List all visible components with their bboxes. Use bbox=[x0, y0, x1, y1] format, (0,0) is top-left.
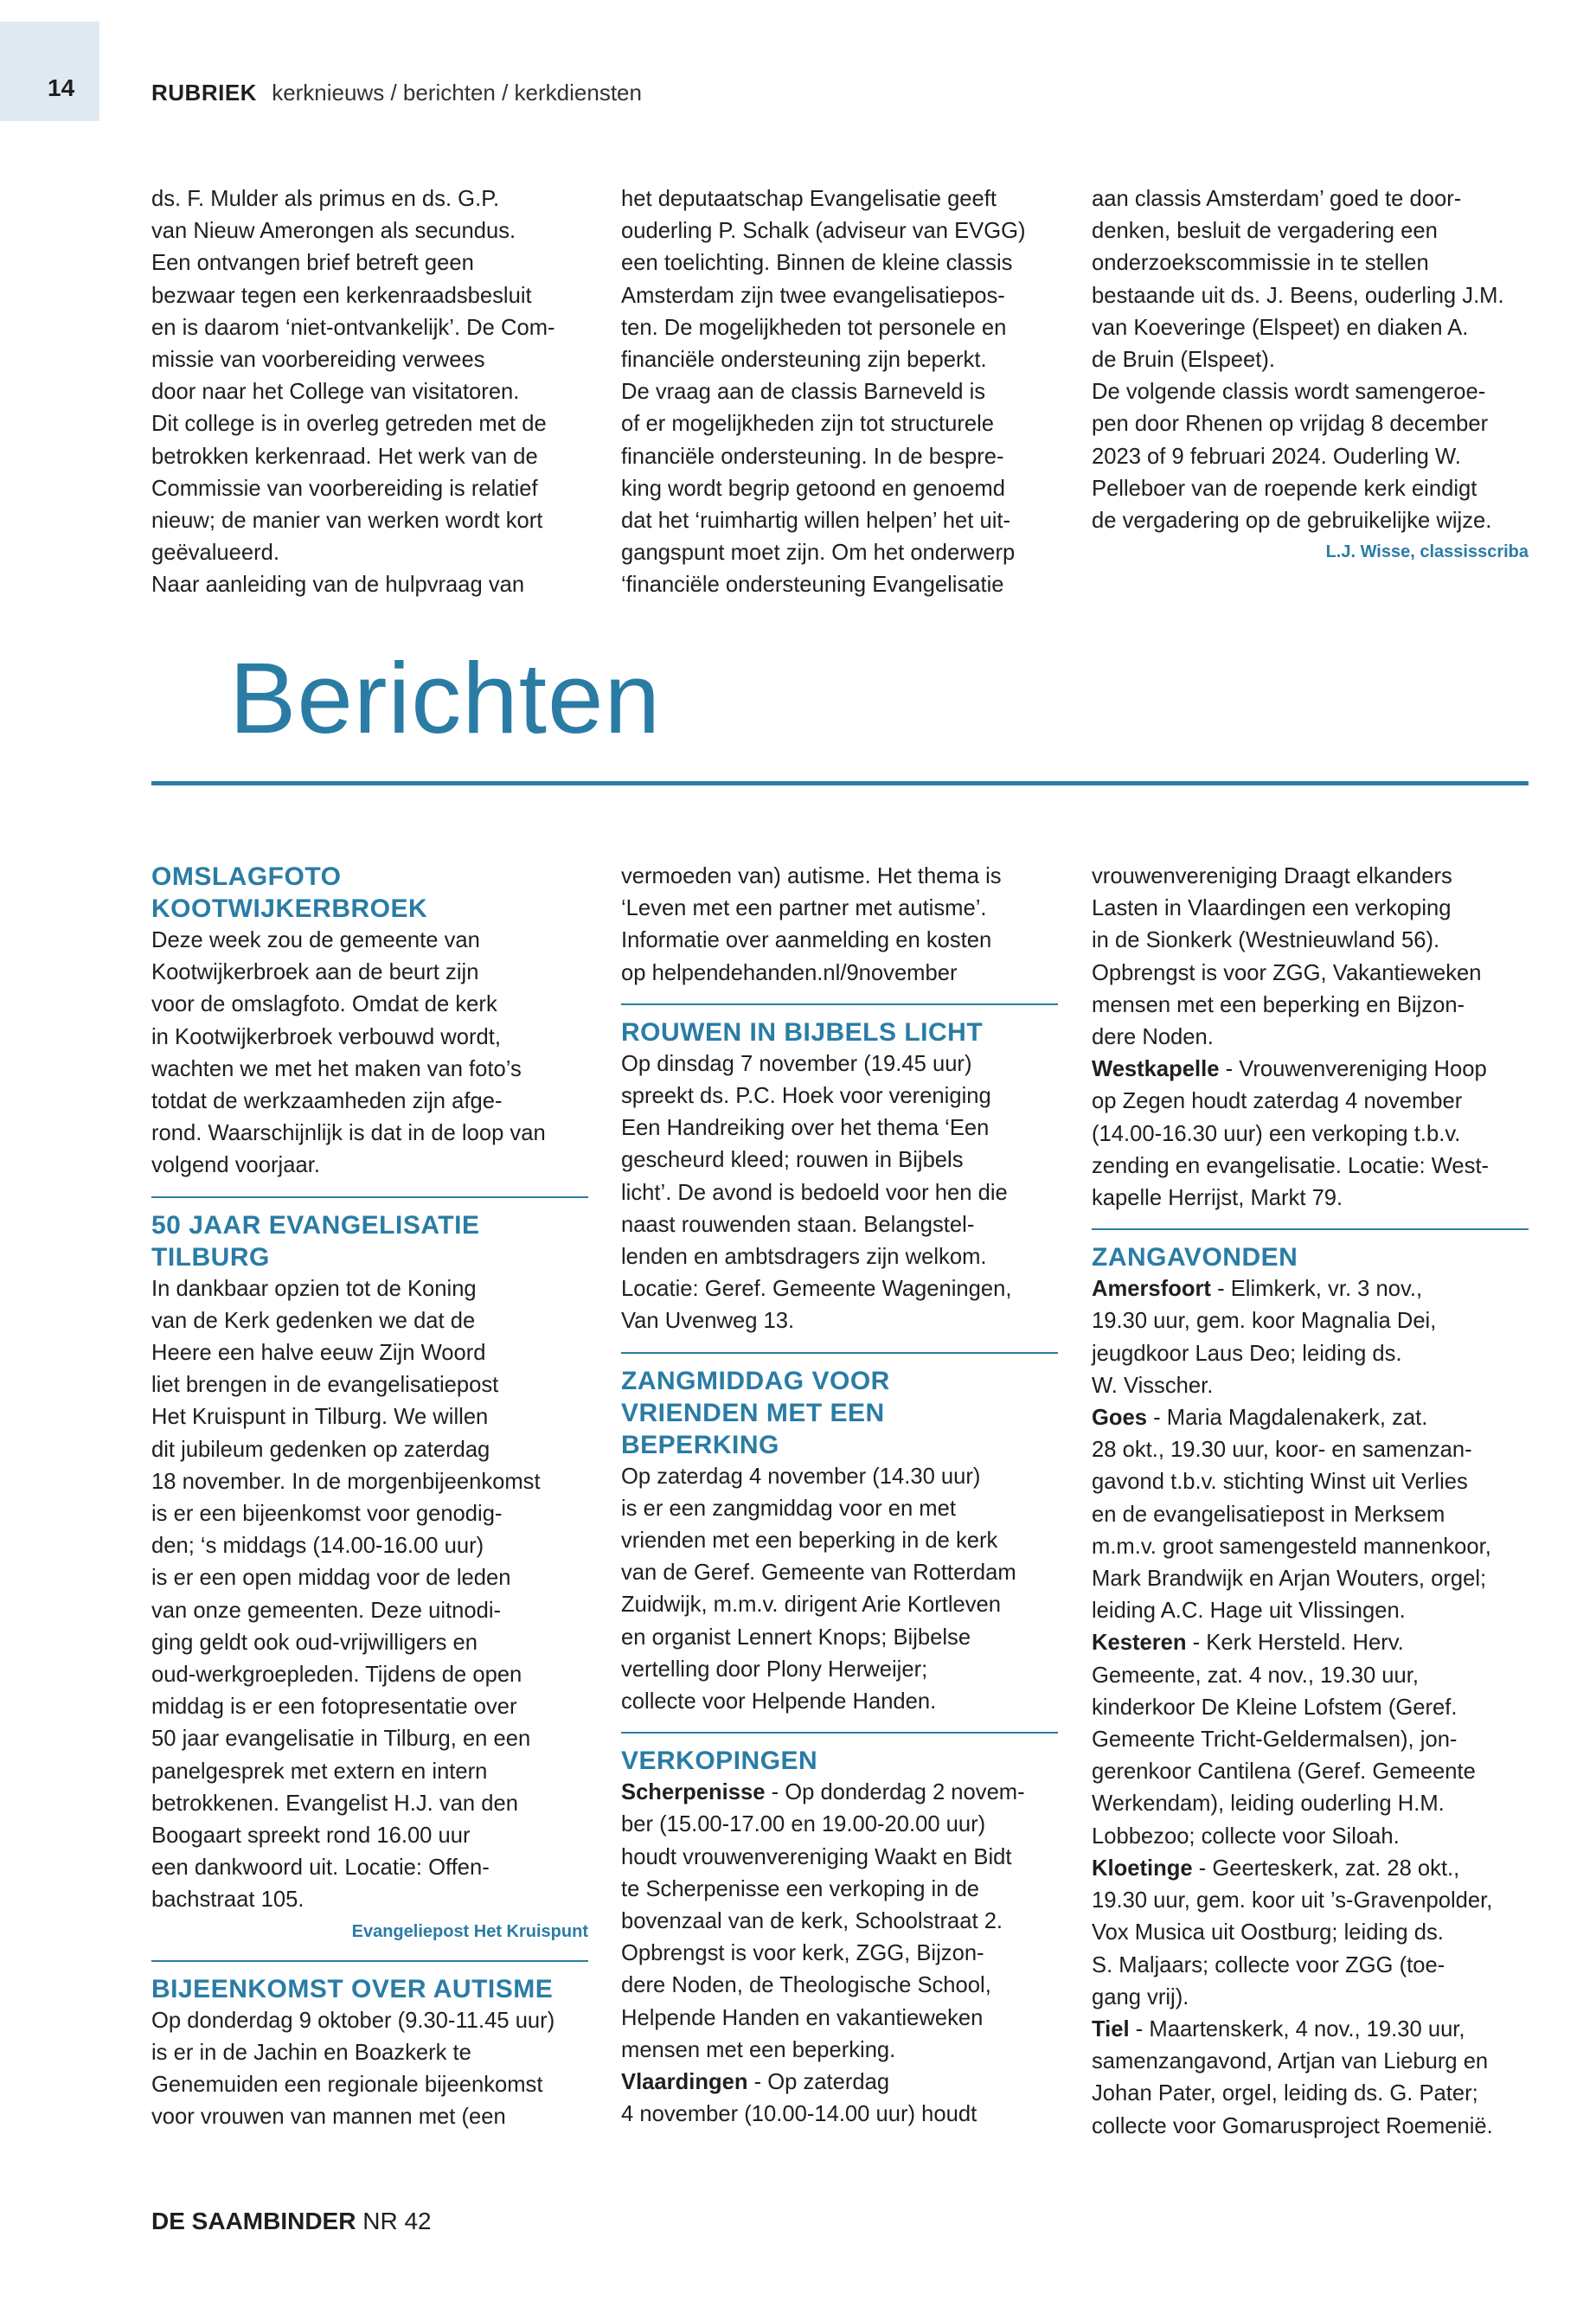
section-title-rule bbox=[151, 781, 1529, 785]
heading-autisme: BIJEENKOMST OVER AUTISME bbox=[151, 1974, 554, 2003]
heading-rouwen: ROUWEN IN BIJBELS LICHT bbox=[621, 1017, 984, 1047]
tilburg-signature: Evangeliepost Het Kruispunt bbox=[351, 1921, 588, 1941]
separator bbox=[1092, 1228, 1529, 1230]
separator bbox=[151, 1196, 588, 1198]
article-autisme: Op donderdag 9 oktober (9.30-11.45 uur) is er in de Jachin en Boazkerk te Genemuiden een regionale bijeenkomst voor vrouwen van mannen met (een bbox=[151, 2008, 555, 2130]
berichten-column-1 bbox=[151, 861, 588, 2134]
top-col1-text: ds. F. Mulder als primus en ds. G.P. van Nieuw Amerongen als secundus. Een ontvangen brief betreft geen bezwaar tegen een kerkenraadsbesluit en is daarom ‘niet-ontvankelijk’. De Com- missie van voorbereiding verwees door naar het College van visitatoren. Dit college is in overleg getreden met de betrokken kerkenraad. Het werk van de Commissie van voorbereiding is relatief nieuw; de manier van werken wordt kort geëvalueerd. Naar aanleiding van de hulpvraag van bbox=[151, 187, 555, 598]
header-path: kerknieuws / berichten / kerkdiensten bbox=[272, 80, 642, 106]
article-zangmiddag: Op zaterdag 4 november (14.30 uur) is er een zangmiddag voor en met vrienden met een beperking in de kerk van de Geref. Gemeente van Rotterdam Zuidwijk, m.m.v. dirigent Arie Kortleven en organist Lennert Knops; Bijbelse vertelling door Plony Herweijer; collecte voor Helpende Handen. bbox=[621, 1464, 1016, 1715]
top-col2-text: het deputaatschap Evangelisatie geeft ouderling P. Schalk (adviseur van EVGG) een toelichting. Binnen de kleine classis Amsterdam zijn twee evangelisatiepos- ten. De mogelijkheden tot personele en financiële ondersteuning zijn beperkt. De vraag aan de classis Barneveld is of er mogelijkheden zijn tot structurele financiële ondersteuning. In de bespre- king wordt begrip getoond en genoemd dat het ‘ruimhartig willen helpen’ het uit- gangspunt moet zijn. Om het onderwerp ‘financiële ondersteuning Evangelisatie bbox=[621, 187, 1026, 598]
article-omslagfoto: Deze week zou de gemeente van Kootwijkerbroek aan de beurt zijn voor de omslagfoto. Omdat de kerk in Kootwijkerbroek verbouwd wordt, wachten we met het maken van foto’s totdat de werkzaamheden zijn afge- rond. Waarschijnlijk is dat in de loop van volgend voorjaar. bbox=[151, 928, 546, 1178]
article-rouwen: Op dinsdag 7 november (19.45 uur) spreekt ds. P.C. Hoek voor vereniging Een Handreiking over het thema ‘Een gescheurd kleed; rouwen in Bijbels licht’. De avond is bedoeld voor hen die naast rouwenden staan. Belangstel- lenden en ambtsdragers zijn welkom. Locatie: Geref. Gemeente Wageningen, Van Uvenweg 13. bbox=[621, 1051, 1012, 1334]
article-verkopingen-continued: vrouwenvereniging Draagt elkanders Lasten in Vlaardingen een verkoping in de Sionkerk (Westnieuwland 56). Opbrengst is voor ZGG, Vakantieweken mensen met een beperking en Bijzon- dere Noden. Westkapelle - Vrouwenvereniging Hoop op Zegen houdt zaterdag 4 november (14.00-16.30 uur) een verkoping t.b.v. zending en evangelisatie. Locatie: West- kapelle Herrijst, Markt 79. bbox=[1092, 864, 1490, 1211]
berichten-column-2 bbox=[621, 861, 1058, 2131]
running-header bbox=[151, 80, 642, 106]
footer-magazine: DE SAAMBINDER bbox=[151, 2208, 356, 2234]
heading-tilburg: 50 JAAR EVANGELISATIE TILBURG bbox=[151, 1210, 480, 1272]
top-column-1 bbox=[151, 183, 588, 602]
footer-issue: NR 42 bbox=[362, 2208, 432, 2234]
heading-zangavonden: ZANGAVONDEN bbox=[1092, 1243, 1298, 1272]
top-column-2 bbox=[621, 183, 1058, 602]
heading-verkopingen: VERKOPINGEN bbox=[621, 1747, 818, 1776]
heading-omslagfoto: OMSLAGFOTO KOOTWIJKERBROEK bbox=[151, 862, 428, 923]
article-tilburg: In dankbaar opzien tot de Koning van de Kerk gedenken we dat de Heere een halve eeuw Zijn Woord liet brengen in de evangelisatiepost Het Kruispunt in Tilburg. We willen dit jubileum gedenken op zaterdag 18 november. In de morgenbijeenkomst is er een bijeenkomst voor genodig- den; ‘s middags (14.00-16.00 uur) is er een open middag voor de leden van onze gemeenten. Deze uitnodi- ging geldt ook oud-vrijwilligers en oud-werkgroepleden. Tijdens de open middag is er een fotopresentatie over 50 jaar evangelisatie in Tilburg, en een panelgesprek met extern en intern betrokkenen. Evangelist H.J. van den Boogaart spreekt rond 16.00 uur een dankwoord uit. Locatie: Offen- bachstraat 105. bbox=[151, 1276, 541, 1913]
berichten-column-3 bbox=[1092, 861, 1529, 2143]
top-col3-text: aan classis Amsterdam’ goed te door- denken, besluit de vergadering een onderzoekscommissie in te stellen bestaande uit ds. J. Beens, ouderling J.M. van Koeveringe (Elspeet) en diaken A. de Bruin (Elspeet). De volgende classis wordt samengeroe- pen door Rhenen op vrijdag 8 december 2023 of 9 februari 2024. Ouderling W. Pelleboer van de roepende kerk eindigt de vergadering op de gebruikelijke wijze. bbox=[1092, 187, 1504, 534]
article-zangavonden: Amersfoort - Elimkerk, vr. 3 nov., 19.30 uur, gem. koor Magnalia Dei, jeugdkoor Laus Deo; leiding ds. W. Visscher. Goes - Maria Magdalenakerk, zat. 28 okt., 19.30 uur, koor- en samenzan- gavond t.b.v. stichting Winst uit Verlies en de evangelisatiepost in Merksem m.m.v. groot samengesteld mannenkoor, Mark Brandwijk en Arjan Wouters, orgel; leiding A.C. Hage uit Vlissingen. Kesteren - Kerk Hersteld. Herv. Gemeente, zat. 4 nov., 19.30 uur, kinderkoor De Kleine Lofstem (Geref. Gemeente Tricht-Geldermalsen), jon- gerenkoor Cantilena (Geref. Gemeente Werkendam), leiding ouderling H.M. Lobbezoo; collecte voor Siloah. Kloetinge - Geerteskerk, zat. 28 okt., 19.30 uur, gem. koor uit ’s-Gravenpolder, Vox Musica uit Oostburg; leiding ds. S. Maljaars; collecte voor ZGG (toe- gang vrij). Tiel - Maartenskerk, 4 nov., 19.30 uur, samenzangavond, Artjan van Lieburg en Johan Pater, orgel, leiding ds. G. Pater; collecte voor Gomarusproject Roemenië. bbox=[1092, 1277, 1493, 2138]
page-number: 14 bbox=[48, 74, 75, 101]
separator bbox=[621, 1732, 1058, 1734]
article-verkopingen: Scherpenisse - Op donderdag 2 novem- ber (15.00-17.00 en 19.00-20.00 uur) houdt vrouwenvereniging Waakt en Bidt te Scherpenisse een verkoping in de bovenzaal van de kerk, Schoolstraat 2. Opbrengst is voor kerk, ZGG, Bijzon- dere Noden, de Theologische School, Helpende Handen en vakantieweken mensen met een beperking. Vlaardingen - Op zaterdag 4 november (10.00-14.00 uur) houdt bbox=[621, 1780, 1025, 2127]
section-title: Berichten bbox=[229, 642, 662, 754]
article-autisme-continued: vermoeden van) autisme. Het thema is ‘Leven met een partner met autisme’. Informatie over aanmelding en kosten op helpendehanden.nl/9november bbox=[621, 864, 1002, 985]
separator bbox=[621, 1352, 1058, 1354]
page-number-box bbox=[0, 22, 99, 121]
page-footer bbox=[151, 2208, 432, 2235]
header-rubric: RUBRIEK bbox=[151, 80, 257, 106]
top-column-3 bbox=[1092, 183, 1529, 567]
separator bbox=[151, 1960, 588, 1962]
heading-zangmiddag: ZANGMIDDAG VOOR VRIENDEN MET EEN BEPERKING bbox=[621, 1366, 890, 1459]
top-signature: L.J. Wisse, classisscriba bbox=[1325, 542, 1529, 562]
separator bbox=[621, 1003, 1058, 1005]
